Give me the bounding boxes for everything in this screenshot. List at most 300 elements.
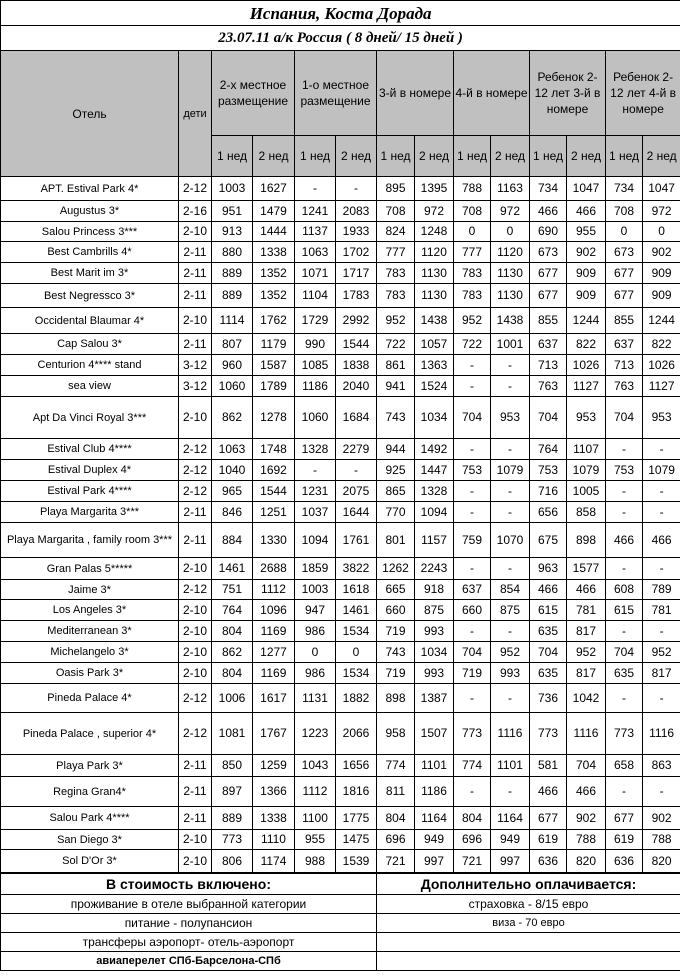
table-row: [1, 376, 680, 397]
price-cell: 1116: [643, 713, 680, 755]
price-cell: 1544: [253, 481, 295, 502]
price-cell: 1037: [295, 502, 336, 523]
children-age: 2-12: [179, 460, 212, 481]
price-cell: 1729: [295, 308, 336, 334]
price-cell: 955: [295, 830, 336, 850]
price-cell: 1859: [295, 558, 336, 580]
price-cell: 1034: [415, 397, 454, 439]
price-cell: 861: [377, 355, 415, 376]
price-cell: 1081: [212, 713, 253, 755]
price-cell: 1762: [253, 308, 295, 334]
included-item: авиаперелет СПб-Барселона-СПб: [1, 952, 377, 971]
table-row: [1, 621, 680, 642]
price-cell: 2040: [336, 376, 377, 397]
hotel-name: Regina Gran4*: [1, 777, 179, 807]
price-cell: 1104: [295, 284, 336, 308]
price-cell: 1164: [491, 807, 530, 830]
children-age: 2-11: [179, 502, 212, 523]
price-cell: 822: [643, 334, 680, 355]
price-cell: 1244: [567, 308, 606, 334]
price-cell: 850: [212, 755, 253, 777]
price-cell: 875: [491, 600, 530, 621]
price-cell: 704: [530, 642, 567, 663]
price-cell: 719: [377, 663, 415, 684]
hotel-name: Playa Park 3*: [1, 755, 179, 777]
price-cell: 1071: [295, 263, 336, 284]
children-age: 2-10: [179, 830, 212, 850]
price-cell: 880: [212, 242, 253, 263]
week-header: 1 нед: [454, 136, 491, 177]
price-cell: 677: [606, 807, 643, 830]
price-cell: 619: [530, 830, 567, 850]
price-cell: 773: [454, 713, 491, 755]
price-cell: 677: [606, 263, 643, 284]
price-cell: 1003: [295, 580, 336, 600]
price-cell: -: [454, 558, 491, 580]
price-cell: -: [606, 777, 643, 807]
price-cell: 1789: [253, 376, 295, 397]
price-cell: 947: [295, 600, 336, 621]
price-cell: 909: [567, 263, 606, 284]
price-cell: -: [491, 376, 530, 397]
category-header-double: 2-х местное размещение: [212, 51, 295, 136]
price-cell: 1116: [491, 713, 530, 755]
price-cell: 677: [530, 284, 567, 308]
children-age: 2-12: [179, 177, 212, 201]
price-cell: 0: [643, 222, 680, 242]
price-cell: 1101: [415, 755, 454, 777]
price-cell: 889: [212, 284, 253, 308]
price-cell: 2279: [336, 439, 377, 460]
price-cell: 743: [377, 397, 415, 439]
price-cell: 884: [212, 523, 253, 558]
price-cell: -: [606, 439, 643, 460]
hotel-name: Best Cambrills 4*: [1, 242, 179, 263]
price-cell: 1363: [415, 355, 454, 376]
price-cell: 902: [643, 242, 680, 263]
price-cell: 990: [295, 334, 336, 355]
price-cell: 1933: [336, 222, 377, 242]
price-cell: 665: [377, 580, 415, 600]
price-cell: 855: [606, 308, 643, 334]
price-cell: 466: [530, 580, 567, 600]
children-column-header: дети: [179, 51, 212, 177]
hotel-name: San Diego 3*: [1, 830, 179, 850]
price-cell: 1130: [415, 284, 454, 308]
week-header: 2 нед: [336, 136, 377, 177]
hotel-name: Augustus 3*: [1, 201, 179, 222]
price-cell: 1094: [295, 523, 336, 558]
table-row: [1, 713, 680, 755]
page-title: Испания, Коста Дорада: [1, 1, 680, 26]
price-cell: -: [454, 439, 491, 460]
price-cell: 1096: [253, 600, 295, 621]
table-row: [1, 460, 680, 481]
week-header: 2 нед: [491, 136, 530, 177]
price-cell: 716: [530, 481, 567, 502]
price-cell: -: [643, 439, 680, 460]
price-cell: -: [491, 684, 530, 713]
price-cell: 1251: [253, 502, 295, 523]
price-cell: 783: [454, 263, 491, 284]
price-cell: 743: [377, 642, 415, 663]
table-row: [1, 663, 680, 684]
price-cell: 858: [567, 502, 606, 523]
price-cell: 675: [530, 523, 567, 558]
hotel-name: Playa Margarita , family room 3***: [1, 523, 179, 558]
children-age: 2-12: [179, 481, 212, 502]
price-cell: 1060: [212, 376, 253, 397]
table-row: [1, 439, 680, 460]
price-cell: 2992: [336, 308, 377, 334]
children-age: 2-10: [179, 850, 212, 873]
price-cell: 719: [454, 663, 491, 684]
price-cell: 952: [491, 642, 530, 663]
price-cell: 704: [567, 755, 606, 777]
price-cell: -: [491, 777, 530, 807]
price-cell: 963: [530, 558, 567, 580]
price-cell: 713: [606, 355, 643, 376]
price-cell: 817: [567, 621, 606, 642]
price-cell: 1112: [295, 777, 336, 807]
hotel-name: Oasis Park 3*: [1, 663, 179, 684]
price-cell: 1107: [567, 439, 606, 460]
price-cell: 722: [377, 334, 415, 355]
table-row: [1, 222, 680, 242]
hotel-name: Gran Palas 5*****: [1, 558, 179, 580]
price-cell: 656: [530, 502, 567, 523]
price-cell: 734: [530, 177, 567, 201]
price-cell: 1717: [336, 263, 377, 284]
price-cell: 986: [295, 621, 336, 642]
price-cell: 1026: [643, 355, 680, 376]
price-cell: 1005: [567, 481, 606, 502]
price-cell: 1127: [567, 376, 606, 397]
week-header: 2 нед: [253, 136, 295, 177]
price-cell: 1262: [377, 558, 415, 580]
children-age: 2-10: [179, 397, 212, 439]
price-cell: 925: [377, 460, 415, 481]
price-cell: 658: [606, 755, 643, 777]
price-cell: 944: [377, 439, 415, 460]
price-cell: 1043: [295, 755, 336, 777]
price-cell: 1328: [295, 439, 336, 460]
price-cell: 0: [454, 222, 491, 242]
table-row: [1, 807, 680, 830]
price-cell: -: [336, 177, 377, 201]
price-cell: 1882: [336, 684, 377, 713]
price-cell: 673: [606, 242, 643, 263]
price-cell: 889: [212, 263, 253, 284]
price-cell: 1006: [212, 684, 253, 713]
extra-title: Дополнительно оплачивается:: [377, 874, 680, 895]
price-cell: 1101: [491, 755, 530, 777]
price-cell: 997: [415, 850, 454, 873]
hotel-name: Sol D'Or 3*: [1, 850, 179, 873]
price-cell: 0: [295, 642, 336, 663]
price-cell: 637: [530, 334, 567, 355]
price-cell: 806: [212, 850, 253, 873]
table-row: [1, 523, 680, 558]
price-cell: 1277: [253, 642, 295, 663]
price-cell: 753: [530, 460, 567, 481]
price-cell: 1479: [253, 201, 295, 222]
price-cell: 1241: [295, 201, 336, 222]
price-cell: 704: [454, 642, 491, 663]
price-cell: 774: [377, 755, 415, 777]
week-header: 1 нед: [606, 136, 643, 177]
price-cell: 781: [643, 600, 680, 621]
hotel-name: Estival Club 4****: [1, 439, 179, 460]
price-cell: 677: [530, 807, 567, 830]
price-cell: 1130: [491, 284, 530, 308]
price-cell: 619: [606, 830, 643, 850]
children-age: 2-12: [179, 580, 212, 600]
page-subtitle: 23.07.11 а/к Россия ( 8 дней/ 15 дней ): [1, 26, 680, 51]
children-age: 2-10: [179, 222, 212, 242]
price-cell: 708: [454, 201, 491, 222]
price-cell: 898: [567, 523, 606, 558]
price-cell: 817: [567, 663, 606, 684]
price-cell: 721: [377, 850, 415, 873]
table-row: [1, 580, 680, 600]
price-cell: 863: [643, 755, 680, 777]
price-cell: 1783: [336, 284, 377, 308]
price-cell: 902: [567, 242, 606, 263]
price-cell: 993: [415, 621, 454, 642]
price-cell: 466: [643, 523, 680, 558]
hotel-name: Estival Duplex 4*: [1, 460, 179, 481]
price-cell: 690: [530, 222, 567, 242]
price-cell: -: [643, 621, 680, 642]
price-cell: 846: [212, 502, 253, 523]
price-cell: 708: [606, 201, 643, 222]
price-cell: 1438: [415, 308, 454, 334]
price-cell: -: [491, 558, 530, 580]
price-cell: 1130: [491, 263, 530, 284]
price-cell: 704: [606, 642, 643, 663]
price-cell: 1387: [415, 684, 454, 713]
price-cell: 1100: [295, 807, 336, 830]
price-cell: 972: [643, 201, 680, 222]
price-cell: 1702: [336, 242, 377, 263]
price-cell: 960: [212, 355, 253, 376]
price-cell: 696: [377, 830, 415, 850]
price-cell: 817: [643, 663, 680, 684]
price-cell: 466: [567, 580, 606, 600]
price-cell: -: [606, 621, 643, 642]
price-cell: 1163: [491, 177, 530, 201]
table-row: [1, 242, 680, 263]
price-cell: 736: [530, 684, 567, 713]
price-cell: -: [491, 502, 530, 523]
price-cell: 895: [377, 177, 415, 201]
price-cell: 1127: [643, 376, 680, 397]
children-age: 2-11: [179, 334, 212, 355]
price-cell: 1244: [643, 308, 680, 334]
table-row: [1, 201, 680, 222]
price-cell: 902: [567, 807, 606, 830]
price-cell: 774: [454, 755, 491, 777]
price-cell: 753: [454, 460, 491, 481]
price-cell: 913: [212, 222, 253, 242]
price-cell: 1063: [295, 242, 336, 263]
price-cell: 1179: [253, 334, 295, 355]
week-header: 1 нед: [377, 136, 415, 177]
week-header: 2 нед: [567, 136, 606, 177]
price-cell: -: [454, 376, 491, 397]
hotel-name: Salou Park 4****: [1, 807, 179, 830]
week-header: 2 нед: [643, 136, 680, 177]
price-cell: 466: [567, 201, 606, 222]
price-cell: 1775: [336, 807, 377, 830]
table-row: [1, 177, 680, 201]
price-cell: 1047: [643, 177, 680, 201]
hotel-name: sea view: [1, 376, 179, 397]
price-cell: 865: [377, 481, 415, 502]
price-cell: 1761: [336, 523, 377, 558]
price-cell: 635: [606, 663, 643, 684]
children-age: 3-12: [179, 376, 212, 397]
price-cell: 2688: [253, 558, 295, 580]
price-cell: 1248: [415, 222, 454, 242]
price-cell: 788: [643, 830, 680, 850]
price-cell: 952: [643, 642, 680, 663]
price-cell: 1120: [491, 242, 530, 263]
price-cell: 1534: [336, 663, 377, 684]
price-cell: 804: [377, 807, 415, 830]
price-cell: 855: [530, 308, 567, 334]
hotel-name: Playa Margarita 3***: [1, 502, 179, 523]
price-cell: 1438: [491, 308, 530, 334]
table-row: [1, 334, 680, 355]
price-cell: 708: [377, 201, 415, 222]
price-cell: 862: [212, 642, 253, 663]
price-cell: 1395: [415, 177, 454, 201]
price-cell: 773: [606, 713, 643, 755]
price-cell: -: [454, 502, 491, 523]
price-cell: 773: [212, 830, 253, 850]
price-cell: 1587: [253, 355, 295, 376]
price-cell: 753: [606, 460, 643, 481]
hotel-name: Apt Da Vinci Royal 3***: [1, 397, 179, 439]
hotel-name: Best Negressco 3*: [1, 284, 179, 308]
price-cell: 636: [530, 850, 567, 873]
price-cell: 1040: [212, 460, 253, 481]
hotel-name: Michelangelo 3*: [1, 642, 179, 663]
price-cell: 993: [491, 663, 530, 684]
week-header: 1 нед: [530, 136, 567, 177]
price-cell: 952: [377, 308, 415, 334]
price-cell: 764: [212, 600, 253, 621]
price-cell: 941: [377, 376, 415, 397]
price-cell: 1259: [253, 755, 295, 777]
category-header-child-fourth: Ребенок 2-12 лет 4-й в номере: [606, 51, 680, 136]
table-row: [1, 502, 680, 523]
hotel-name: Centurion 4**** stand: [1, 355, 179, 376]
empty-cell: [377, 952, 680, 971]
price-cell: 1114: [212, 308, 253, 334]
price-cell: 0: [491, 222, 530, 242]
price-cell: 1507: [415, 713, 454, 755]
included-item: питание - полупансион: [1, 914, 377, 933]
price-cell: 1617: [253, 684, 295, 713]
price-cell: 1338: [253, 807, 295, 830]
empty-cell: [377, 933, 680, 952]
price-cell: -: [454, 481, 491, 502]
price-cell: 811: [377, 777, 415, 807]
price-cell: 1644: [336, 502, 377, 523]
children-age: 2-10: [179, 621, 212, 642]
price-cell: 1684: [336, 397, 377, 439]
price-cell: 820: [643, 850, 680, 873]
price-cell: 1366: [253, 777, 295, 807]
extra-item: виза - 70 евро: [377, 914, 680, 933]
price-cell: 1060: [295, 397, 336, 439]
price-cell: 949: [491, 830, 530, 850]
price-cell: 897: [212, 777, 253, 807]
table-row: [1, 850, 680, 873]
price-cell: 759: [454, 523, 491, 558]
price-cell: 722: [454, 334, 491, 355]
price-cell: -: [643, 558, 680, 580]
price-cell: 788: [454, 177, 491, 201]
price-cell: 704: [454, 397, 491, 439]
price-cell: 635: [530, 621, 567, 642]
price-cell: 1338: [253, 242, 295, 263]
price-cell: 1137: [295, 222, 336, 242]
price-cell: 751: [212, 580, 253, 600]
week-header: 1 нед: [295, 136, 336, 177]
price-cell: 637: [454, 580, 491, 600]
extra-item: страховка - 8/15 евро: [377, 895, 680, 914]
price-cell: -: [295, 177, 336, 201]
price-cell: 1475: [336, 830, 377, 850]
price-cell: 1492: [415, 439, 454, 460]
price-cell: 822: [567, 334, 606, 355]
price-cell: 1110: [253, 830, 295, 850]
price-cell: 1352: [253, 263, 295, 284]
price-cell: 1524: [415, 376, 454, 397]
price-cell: -: [491, 481, 530, 502]
price-cell: -: [606, 481, 643, 502]
price-cell: 1112: [253, 580, 295, 600]
price-cell: -: [491, 355, 530, 376]
table-row: [1, 600, 680, 621]
price-cell: 466: [606, 523, 643, 558]
price-cell: 615: [530, 600, 567, 621]
price-cell: 713: [530, 355, 567, 376]
table-row: [1, 481, 680, 502]
price-cell: 1130: [415, 263, 454, 284]
table-row: [1, 308, 680, 334]
included-item: трансферы аэропорт- отель-аэропорт: [1, 933, 377, 952]
price-cell: 820: [567, 850, 606, 873]
price-cell: 734: [606, 177, 643, 201]
hotel-name: APT. Estival Park 4*: [1, 177, 179, 201]
price-cell: 953: [491, 397, 530, 439]
hotel-name: Jaime 3*: [1, 580, 179, 600]
children-age: 3-12: [179, 355, 212, 376]
price-cell: -: [295, 460, 336, 481]
price-cell: 862: [212, 397, 253, 439]
price-cell: 902: [643, 807, 680, 830]
price-cell: 781: [567, 600, 606, 621]
included-item: проживание в отеле выбранной категории: [1, 895, 377, 914]
price-cell: 1656: [336, 755, 377, 777]
price-cell: 773: [530, 713, 567, 755]
children-age: 2-11: [179, 284, 212, 308]
